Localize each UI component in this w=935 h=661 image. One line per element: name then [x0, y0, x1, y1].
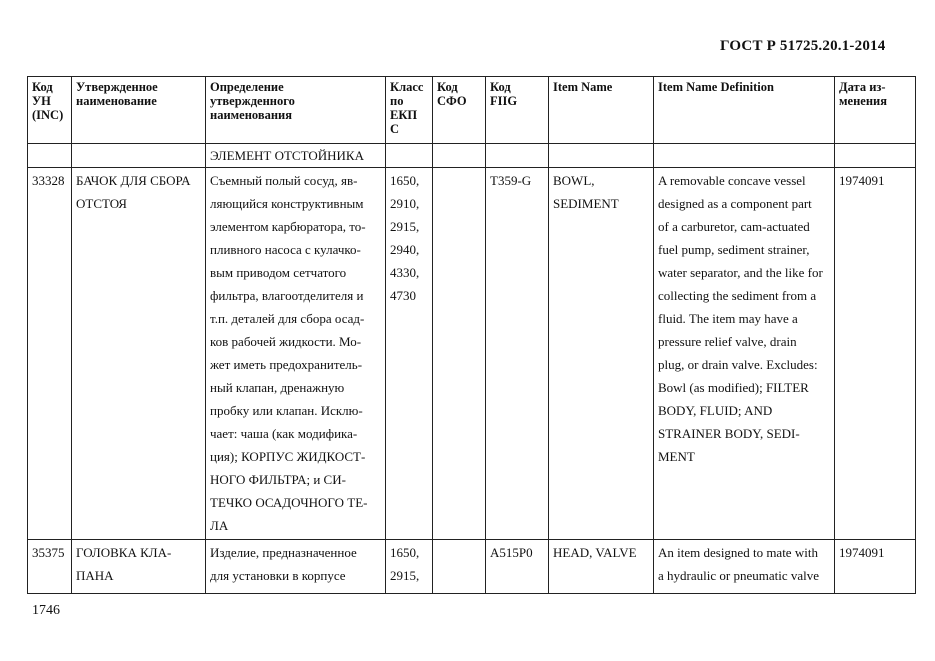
cell-line: 2915, [390, 219, 420, 234]
cell-line: 2915, [390, 568, 420, 583]
cell-line: Item Name Definition [658, 80, 774, 94]
cell-definition [206, 168, 386, 540]
cell-line: 1650, [390, 173, 420, 188]
cell-line: ГОЛОВКА КЛА- [76, 545, 172, 560]
cell-line: 1974091 [839, 173, 885, 188]
table-header-row [28, 77, 916, 144]
cell-line: of a carburetor, cam-actuated [658, 219, 810, 234]
cell-line: fuel pump, sediment strainer, [658, 242, 810, 257]
cell-line: ТЕЧКО ОСАДОЧНОГО ТЕ- [210, 495, 368, 510]
cell-line: Дата из- [839, 80, 886, 94]
cell-sfo [433, 540, 486, 594]
cell-sfo [433, 168, 486, 540]
cell-line: Класс [390, 80, 424, 94]
cell-line: НОГО ФИЛЬТРА; и СИ- [210, 472, 346, 487]
cell-line: A removable concave vessel [658, 173, 806, 188]
cell-line: Bowl (as modified); FILTER [658, 380, 809, 395]
col-definition-header [206, 77, 386, 144]
cell-line: С [390, 122, 400, 136]
cell-line: вым приводом сетчатого [210, 265, 347, 280]
cell-class [386, 540, 433, 594]
cell-item-def [654, 168, 835, 540]
cell-line: 4330, [390, 265, 420, 280]
cell-name [72, 540, 206, 594]
cell-line: 1974091 [839, 545, 885, 560]
cell-name [72, 168, 206, 540]
cell-line: BODY, FLUID; AND [658, 403, 773, 418]
col-item-name-header [549, 77, 654, 144]
cell-line: ляющийся конструктивным [210, 196, 364, 211]
cell-fiig [486, 540, 549, 594]
cell-line: SEDIMENT [553, 196, 619, 211]
cell-line: A515P0 [490, 545, 533, 560]
cell-line: BOWL, [553, 173, 595, 188]
cell-line: по [390, 94, 404, 108]
cell-line: Изделие, предназначенное [210, 545, 357, 560]
col-inc-header [28, 77, 72, 144]
cell-line: plug, or drain valve. Excludes: [658, 357, 818, 372]
cell-line: 35375 [32, 545, 65, 560]
col-name-header [72, 77, 206, 144]
cell-line: чает: чаша (как модифика- [210, 426, 358, 441]
cell-line: ЕКП [390, 108, 418, 122]
cell-line: БАЧОК ДЛЯ СБОРА [76, 173, 191, 188]
cell-line: 1650, [390, 545, 420, 560]
col-item-def-header [654, 77, 835, 144]
table-row [28, 540, 916, 594]
cell-line: наименования [210, 108, 293, 122]
cell-line: Код [437, 80, 458, 94]
cell-line: 2940, [390, 242, 420, 257]
cell-line: An item designed to mate with [658, 545, 818, 560]
col-date-header [835, 77, 916, 144]
cell-date [835, 168, 916, 540]
cell-line: HEAD, VALVE [553, 545, 637, 560]
cell-line: наименование [76, 94, 157, 108]
cell-line: Определение [210, 80, 284, 94]
cell-definition [206, 144, 386, 168]
document-id: ГОСТ Р 51725.20.1-2014 [720, 38, 886, 54]
cell-line: СФО [437, 94, 467, 108]
cell-line: T359-G [490, 173, 532, 188]
cell-line: 4730 [390, 288, 416, 303]
cell-line: fluid. The item may have a [658, 311, 798, 326]
cell-line: a hydraulic or pneumatic valve [658, 568, 819, 583]
cell-item-def [654, 540, 835, 594]
cell-line: пливного насоса с кулачко- [210, 242, 361, 257]
cell-line: Код [490, 80, 511, 94]
cell-line: ПАНА [76, 568, 114, 583]
cell-definition [206, 540, 386, 594]
cell-line: 33328 [32, 173, 65, 188]
cell-line: т.п. деталей для сбора осад- [210, 311, 365, 326]
cell-inc [28, 168, 72, 540]
cell-item-name [549, 540, 654, 594]
cell-line: ЛА [210, 518, 229, 533]
cell-line: water separator, and the like for [658, 265, 823, 280]
approved-names-table [27, 76, 916, 594]
cell-line: STRAINER BODY, SEDI- [658, 426, 800, 441]
cell-line: ный клапан, дренажную [210, 380, 345, 395]
cell-line: жет иметь предохранитель- [210, 357, 363, 372]
cell-fiig [486, 168, 549, 540]
table-row [28, 168, 916, 540]
cell-line: утвержденного [210, 94, 295, 108]
cell-line: ЭЛЕМЕНТ ОТСТОЙНИКА [210, 148, 364, 163]
cell-date [835, 540, 916, 594]
cell-item-name [549, 168, 654, 540]
cell-line: (INC) [32, 108, 64, 122]
cell-inc [28, 540, 72, 594]
page-number: 1746 [32, 603, 60, 618]
cell-line: пробку или клапан. Исклю- [210, 403, 363, 418]
cell-line: Item Name [553, 80, 613, 94]
cell-line: фильтра, влагоотделителя и [210, 288, 364, 303]
cell-line: 2910, [390, 196, 420, 211]
cell-line: Код [32, 80, 53, 94]
cell-line: ков рабочей жидкости. Мо- [210, 334, 362, 349]
cell-line: Съемный полый сосуд, яв- [210, 173, 358, 188]
cell-line: FIIG [490, 94, 518, 108]
cell-line: pressure relief valve, drain [658, 334, 797, 349]
cell-line: для установки в корпусе [210, 568, 346, 583]
cell-line: collecting the sediment from a [658, 288, 817, 303]
continuation-row [28, 144, 916, 168]
cell-line: ОТСТОЯ [76, 196, 127, 211]
col-fiig-header [486, 77, 549, 144]
cell-line: MENT [658, 449, 695, 464]
cell-line: УН [32, 94, 51, 108]
col-class-header [386, 77, 433, 144]
cell-line: менения [839, 94, 887, 108]
col-sfo-header [433, 77, 486, 144]
cell-line: элементом карбюратора, то- [210, 219, 366, 234]
cell-line: ция); КОРПУС ЖИДКОСТ- [210, 449, 366, 464]
cell-line: designed as a component part [658, 196, 812, 211]
cell-class [386, 168, 433, 540]
cell-line: Утвержденное [76, 80, 158, 94]
